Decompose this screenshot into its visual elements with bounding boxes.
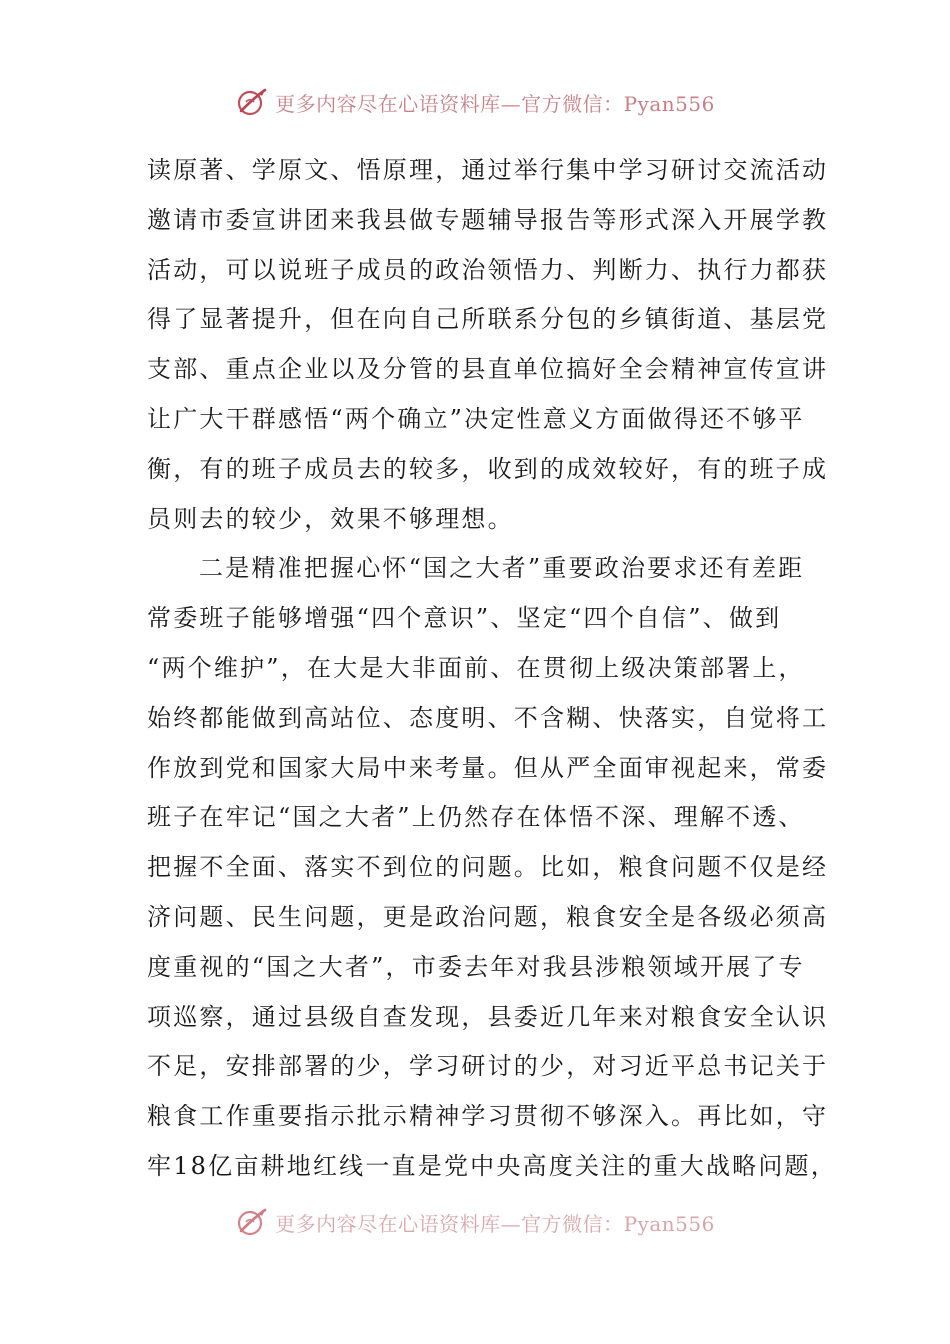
text-line: 读原著、学原文、悟原理，通过举行集中学习研讨交流活动: [147, 156, 829, 184]
text-line: 济问题、民生问题，更是政治问题，粮食安全是各级必须高: [147, 902, 829, 931]
text-line: 邀请市委宣讲团来我县做专题辅导报告等形式深入开展学教: [147, 205, 829, 234]
paragraph-heading-line: 二是精准把握心怀“国之大者”重要政治要求还有差距: [199, 554, 805, 583]
text-line: 度重视的“国之大者”，市委去年对我县涉粮领域开展了专: [147, 952, 805, 981]
text-line: 常委班子能够增强“四个意识”、坚定“四个自信”、做到: [147, 604, 782, 633]
text-line: 让广大干群感悟“两个确立”决定性意义方面做得还不够平: [147, 404, 805, 433]
text-line: 牢18亿亩耕地红线一直是党中央高度关注的重大战略问题，: [147, 1151, 837, 1180]
text-line: 衡，有的班子成员去的较多，收到的成效较好，有的班子成: [147, 454, 829, 483]
text-line: 不足，安排部署的少，学习研讨的少，对习近平总书记关于: [147, 1052, 829, 1081]
text-line: 项巡察，通过县级自查发现，县委近几年来对粮食安全认识: [147, 1002, 829, 1031]
text-line: 粮食工作重要指示批示精神学习贯彻不够深入。再比如，守: [147, 1102, 829, 1131]
footer-watermark-inner: [235, 1205, 715, 1239]
text-line: 员则去的较少，效果不够理想。: [147, 504, 514, 533]
text-line: 始终都能做到高站位、态度明、不含糊、快落实，自觉将工: [147, 703, 829, 732]
header-watermark-text: 更多内容尽在心语资料库—官方微信：Pyan556: [275, 91, 715, 116]
text-line: 班子在牢记“国之大者”上仍然存在体悟不深、理解不透、: [147, 803, 805, 832]
text-line: 作放到党和国家大局中来考量。但从严全面审视起来，常委: [147, 753, 829, 782]
text-line: 得了显著提升，但在向自己所联系分包的乡镇街道、基层党: [147, 305, 829, 334]
body-text: [147, 146, 837, 1192]
footer-watermark: [0, 1202, 950, 1242]
text-line: 把握不全面、落实不到位的问题。比如，粮食问题不仅是经: [147, 853, 829, 882]
footer-watermark-text: 更多内容尽在心语资料库—官方微信：Pyan556: [275, 1211, 715, 1236]
header-watermark-inner: [235, 85, 715, 119]
text-line: 支部、重点企业以及分管的县直单位搞好全会精神宣传宣讲: [147, 355, 829, 384]
brand-logo-icon: [235, 1205, 269, 1239]
brand-logo-icon: [235, 85, 269, 119]
text-line: 活动，可以说班子成员的政治领悟力、判断力、执行力都获: [147, 255, 829, 284]
header-watermark: [0, 82, 950, 122]
text-line: “两个维护”，在大是大非面前、在贯彻上级决策部署上，: [147, 653, 805, 682]
